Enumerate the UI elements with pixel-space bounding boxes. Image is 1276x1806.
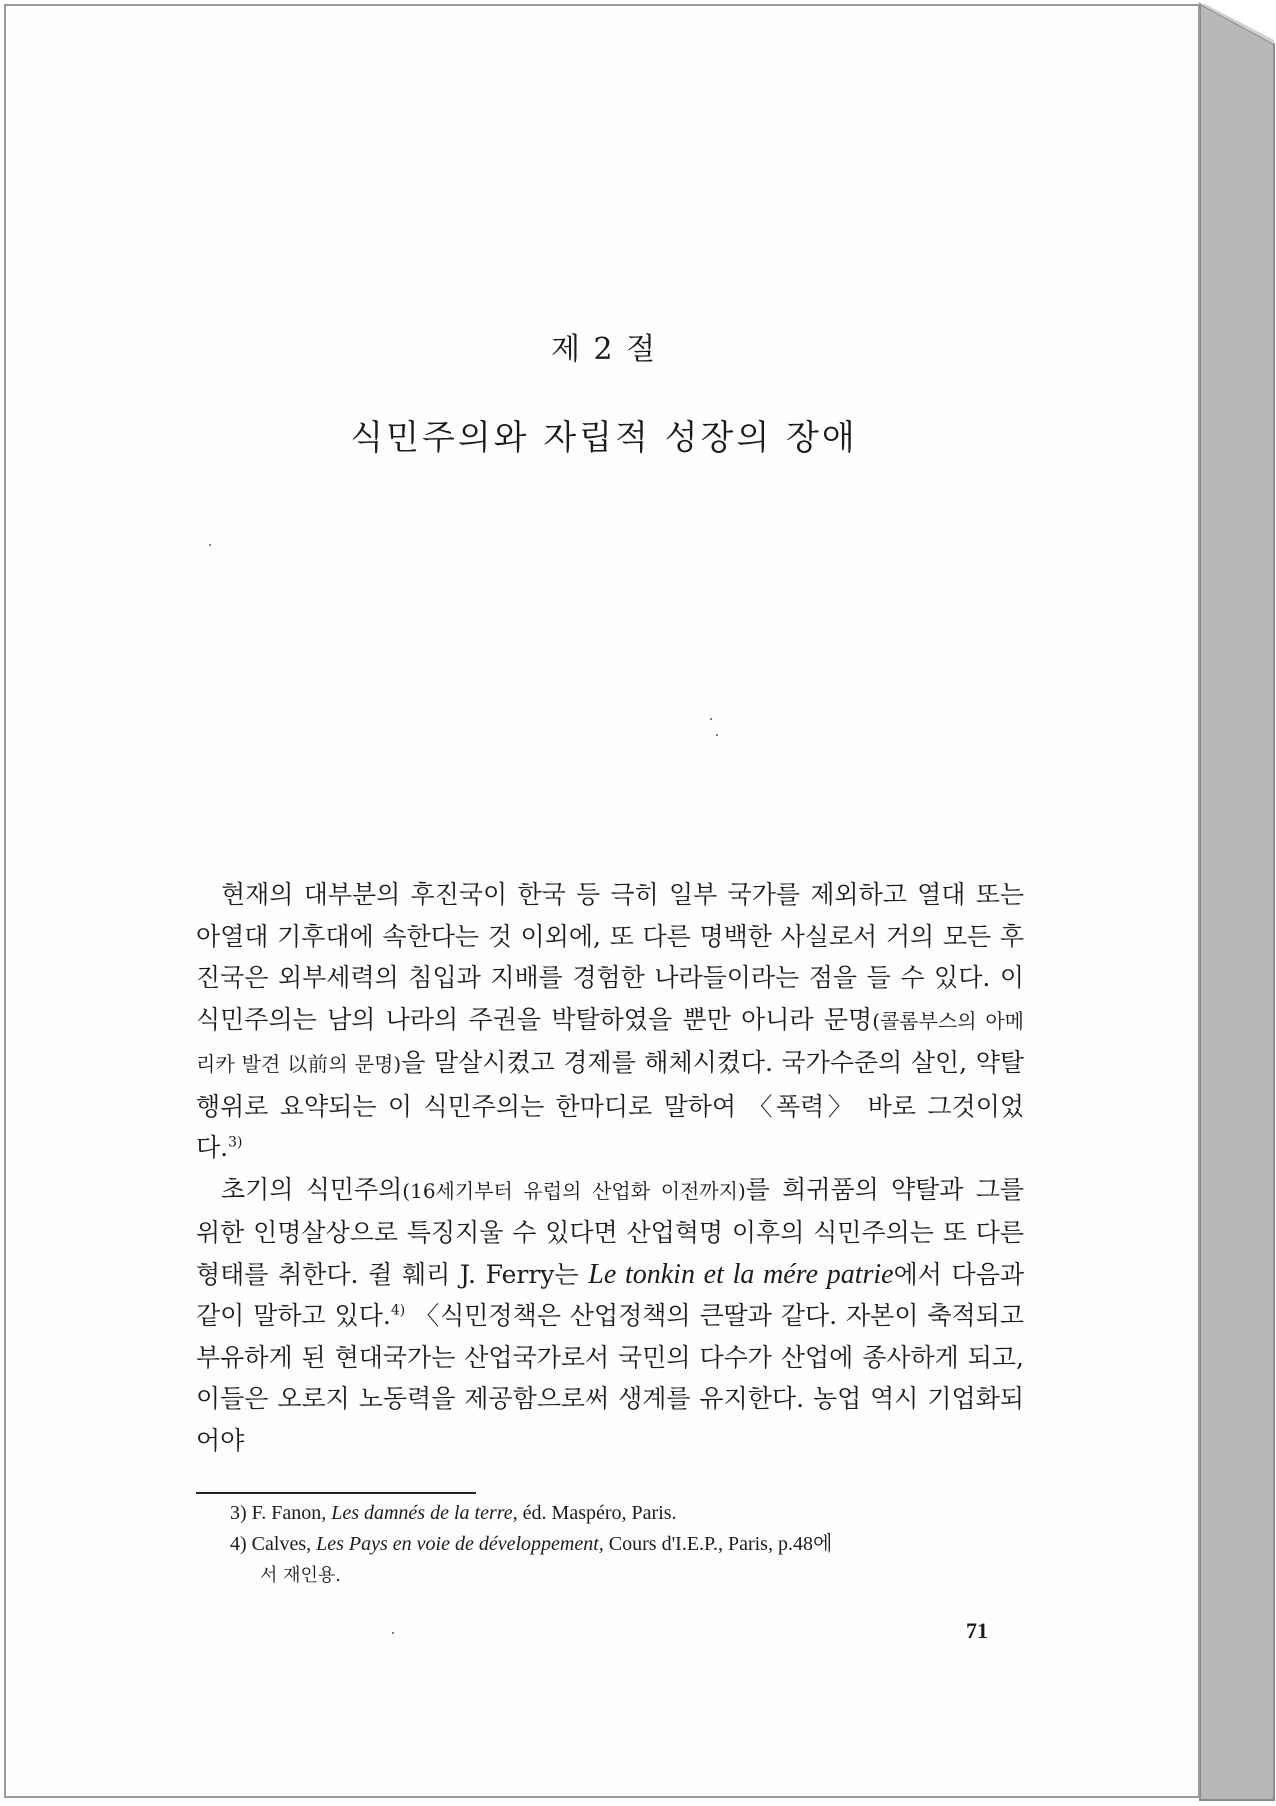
footnote-author: F. Fanon, xyxy=(251,1502,327,1524)
footnote-publisher: Cours d'I.E.P., Paris, p.48에 xyxy=(608,1533,833,1555)
scan-speck xyxy=(710,718,712,720)
parenthetical-note: (16세기부터 유럽의 산업화 이전까지) xyxy=(402,1178,746,1203)
section-title: 식민주의와 자립적 성장의 장애 xyxy=(350,418,858,458)
paragraph-text: 초기의 식민주의 xyxy=(221,1174,403,1204)
footnote-divider xyxy=(196,1492,476,1494)
paragraph-1 xyxy=(196,874,1024,1169)
footnote-publisher: éd. Maspéro, Paris. xyxy=(522,1502,677,1524)
footnote-reference[interactable]: 3) xyxy=(228,1134,243,1151)
paragraph-text: 현재의 대부분의 후진국이 한국 등 극히 일부 국가를 제외하고 열대 또는 아열대 기후대에 속한다는 것 이외에, 또 다른 명백한 사실로서 거의 모든 후진국은 외부세력의 침입과 지배를 경험한 나라들이라는 점을 들 수 있다. 이 식민주의는 남의 나라의 주권을 박탈하였을 뿐만 아니라 문명 xyxy=(196,880,1024,1034)
paragraph-text: 〈식민정책은 산업정책의 큰딸과 같다. 자본이 축적되고 부유하게 된 현대국가는 산업국가로서 국민의 다수가 산업에 종사하게 되고, 이들은 오로지 노동력을 제공함으로써 생계를 유지한다. 농업 역시 기업화되어야 xyxy=(196,1301,1024,1455)
footnote-number: 4) xyxy=(230,1533,247,1555)
footnote-4 xyxy=(230,1529,1024,1560)
footnote-reference[interactable]: 4) xyxy=(390,1302,406,1319)
scan-speck xyxy=(392,1632,394,1634)
footnote-title: Les Pays en voie de développement, xyxy=(316,1533,604,1555)
footnote-4-continuation: 서 재인용. xyxy=(260,1565,341,1586)
section-number: 제 2 절 xyxy=(550,332,658,367)
paragraph-text: 를 희귀품의 약탈과 그를 위한 인명살상으로 특징지울 수 있다면 산업혁명 이후의 식민주의는 또 다른 형태를 취한다. 쥘 훼리 J. Ferry는 xyxy=(196,1174,1024,1289)
footnote-number: 3) xyxy=(230,1502,247,1524)
paragraph-2 xyxy=(196,1169,1024,1462)
footnote-author: Calves, xyxy=(251,1533,312,1555)
body-text xyxy=(196,874,1024,1461)
scan-speck xyxy=(716,734,718,736)
parenthetical-note: (콜롬부스의 아메리카 발견 以前의 문명) xyxy=(196,1008,1024,1076)
paragraph-text: 에서 다음과 같이 말하고 있다. xyxy=(196,1259,1025,1330)
paragraph-text: 을 말살시켰고 경제를 해체시켰다. 국가수준의 살인, 약탈행위로 요약되는 이 식민주의는 한마디로 말하여 〈폭력〉 바로 그것이었다. xyxy=(196,1048,1024,1162)
footnote-title: Les damnés de la terre, xyxy=(331,1502,518,1524)
footnotes xyxy=(230,1498,1024,1591)
page-number: 71 xyxy=(966,1618,988,1643)
book-title-italic: Le tonkin et la mére patrie xyxy=(588,1258,894,1290)
footnote-3 xyxy=(230,1498,1024,1529)
scan-speck xyxy=(209,544,211,546)
book-page xyxy=(4,4,1200,1798)
